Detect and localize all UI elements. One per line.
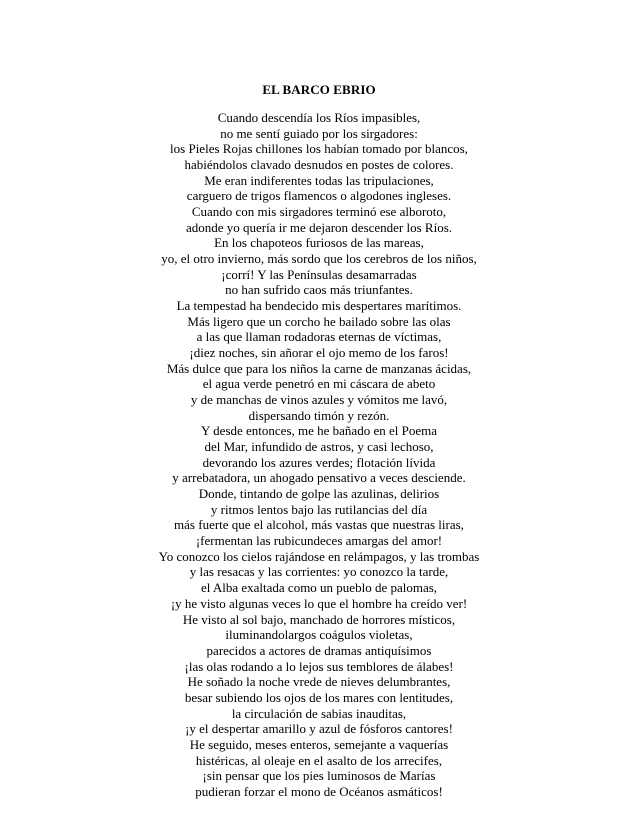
poem-line: más fuerte que el alcohol, más vastas que nuestras liras, — [174, 517, 464, 533]
poem-line: Más dulce que para los niños la carne de manzanas ácidas, — [166, 360, 472, 376]
poem-line: histéricas, al oleaje en el asalto de los arrecifes, — [195, 752, 443, 768]
poem-line: habiéndolos clavado desnudos en postes de colores. — [184, 157, 454, 173]
poem-line: no me sentí guiado por los sirgadores: — [220, 125, 418, 141]
poem-line: He visto al sol bajo, manchado de horrores místicos, — [182, 611, 456, 627]
poem-line: carguero de trigos flamencos o algodones ingleses. — [186, 188, 452, 204]
poem-line: el Alba exaltada como un pueblo de palomas, — [200, 580, 438, 596]
poem-line: En los chapoteos furiosos de las mareas, — [214, 235, 424, 251]
poem-line: adonde yo quería ir me dejaron descender los Ríos. — [185, 219, 453, 235]
poem-line: la circulación de sabias inauditas, — [231, 705, 407, 721]
poem-line: Yo conozco los cielos rajándose en relámpagos, y las trombas — [158, 548, 480, 564]
poem-line: y ritmos lentos bajo las rutilancias del día — [210, 501, 428, 517]
poem-line: ¡sin pensar que los pies luminosos de Marías — [202, 768, 436, 784]
poem-line: devorando los azures verdes; flotación lívida — [202, 454, 436, 470]
poem-title: EL BARCO EBRIO — [262, 82, 376, 97]
poem-line: a las que llaman rodadoras eternas de víctimas, — [196, 329, 442, 345]
poem-line: dispersando timón y rezón. — [248, 407, 390, 423]
poem-line: Cuando con mis sirgadores terminó ese alboroto, — [191, 204, 447, 220]
poem-line: Más ligero que un corcho he bailado sobre las olas — [187, 313, 451, 329]
poem-line: Y desde entonces, me he bañado en el Poema — [201, 423, 437, 439]
poem-line: yo, el otro invierno, más sordo que los cerebros de los niños, — [161, 251, 477, 267]
poem-line: ¡corrí! Y las Penínsulas desamarradas — [221, 266, 417, 282]
poem-line: ¡diez noches, sin añorar el ojo memo de los faros! — [189, 345, 449, 361]
poem-line: parecidos a actores de dramas antiquísimos — [206, 642, 432, 658]
poem-line: La tempestad ha bendecido mis despertares marítimos. — [176, 298, 462, 314]
poem-line: Me eran indiferentes todas las tripulaciones, — [204, 172, 434, 188]
poem-line: Donde, tintando de golpe las azulinas, delirios — [198, 486, 440, 502]
poem-line: besar subiendo los ojos de los mares con lentitudes, — [184, 689, 454, 705]
poem-line: He soñado la noche vrede de nieves delumbrantes, — [187, 674, 451, 690]
poem-line: los Pieles Rojas chillones los habían tomado por blancos, — [170, 141, 468, 157]
poem-body — [0, 110, 638, 800]
poem-line: y de manchas de vinos azules y vómitos me lavó, — [190, 392, 448, 408]
poem-line: ¡y he visto algunas veces lo que el hombre ha creído ver! — [170, 595, 468, 611]
poem-line: y las resacas y las corrientes: yo conozco la tarde, — [189, 564, 449, 580]
poem-line: y arrebatadora, un ahogado pensativo a veces desciende. — [172, 470, 466, 486]
poem-line: He seguido, meses enteros, semejante a vaquerías — [189, 736, 449, 752]
poem-line: Cuando descendía los Ríos impasibles, — [217, 110, 421, 125]
poem-line: ¡y el despertar amarillo y azul de fósforos cantores! — [185, 721, 453, 737]
poem-line: iluminandolargos coágulos violetas, — [225, 627, 413, 643]
poem-line: ¡las olas rodando a lo lejos sus temblores de álabes! — [184, 658, 454, 674]
poem-line: el agua verde penetró en mi cáscara de abeto — [202, 376, 436, 392]
poem-line: del Mar, infundido de astros, y casi lechoso, — [204, 439, 434, 455]
poem-line: no han sufrido caos más triunfantes. — [225, 282, 413, 298]
poem-line: ¡fermentan las rubicundeces amargas del amor! — [195, 533, 443, 549]
poem-line: pudieran forzar el mono de Océanos asmáticos! — [195, 783, 443, 799]
